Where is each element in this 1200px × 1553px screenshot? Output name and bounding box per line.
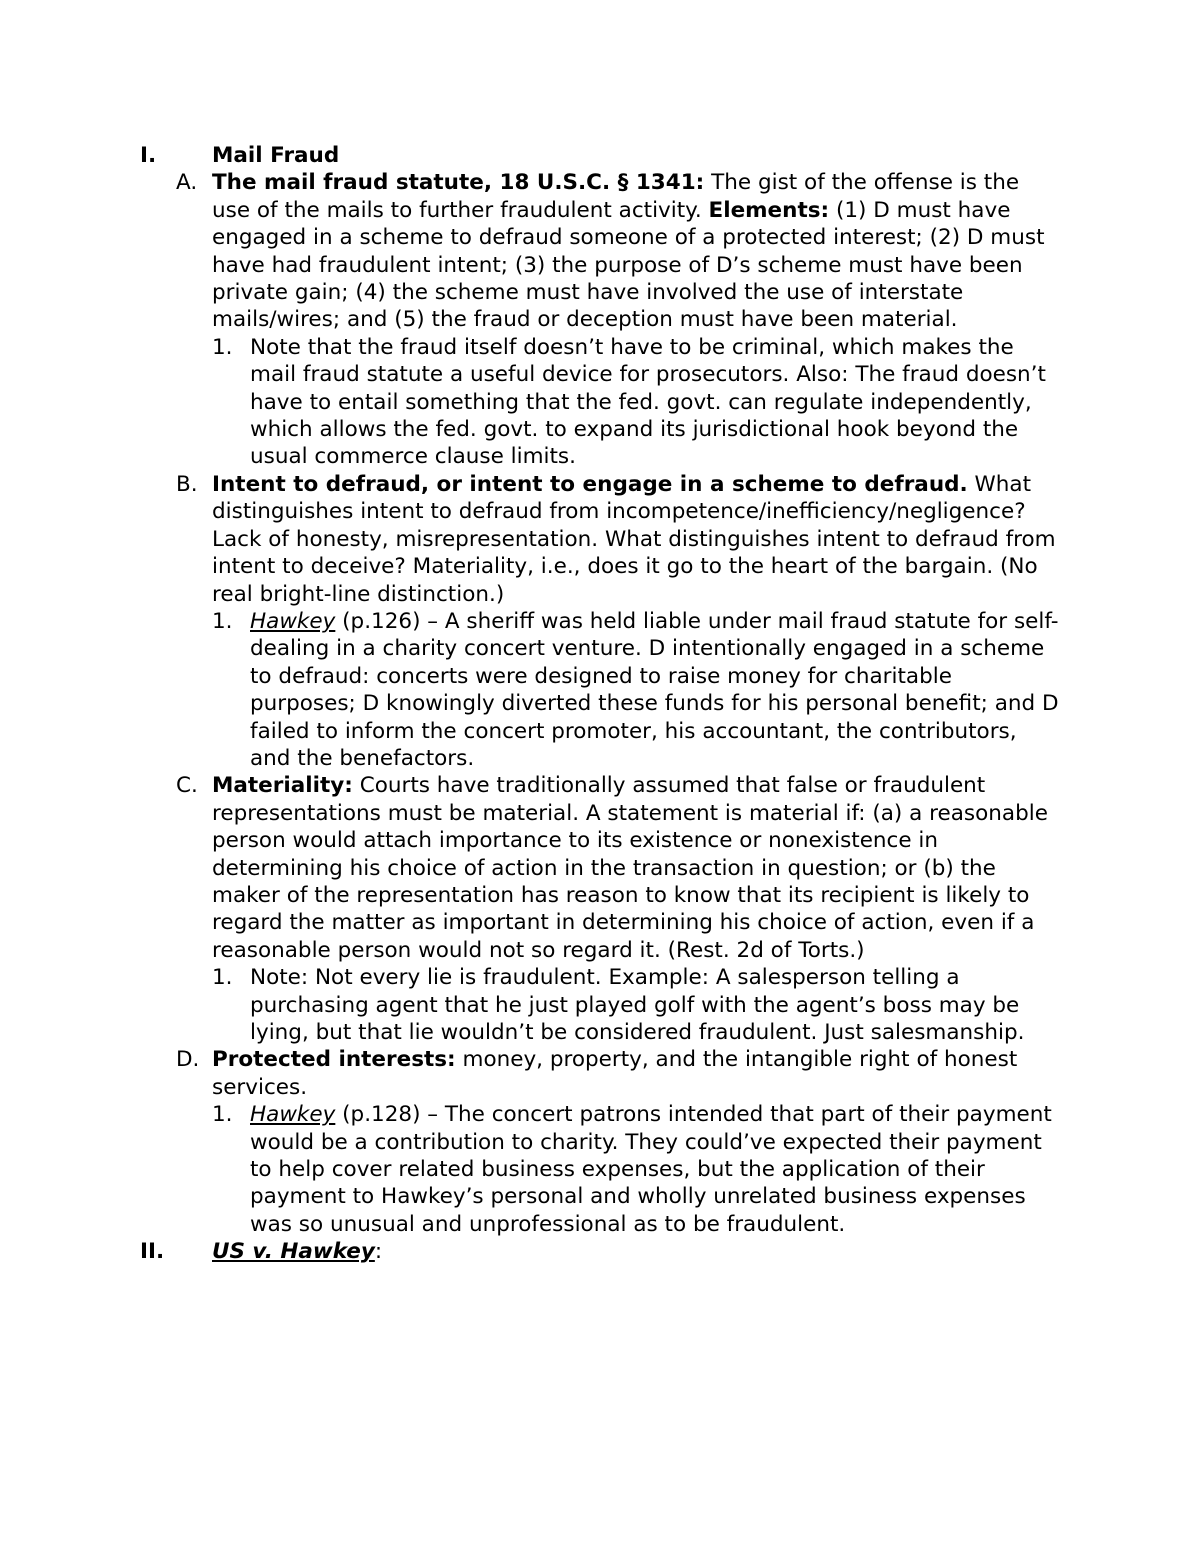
section-2-title: US v. Hawkey [212,1239,375,1265]
item-1a-1-text: Note that the fraud itself doesn’t have to be criminal, which makes the mail fraud statute a useful device for prosecutors. Also: The fraud doesn’t have to entail something that the fed. govt. can regulate independently, which allows the fed. govt. to expand its jurisdictional hook beyond the usual commerce clause limits. [250,334,1046,470]
item-1c-marker: C. [176,773,198,799]
item-1d-heading: Protected interests: [212,1047,456,1073]
item-1c-1-marker: 1. [212,965,233,991]
item-1b-text: What distinguishes intent to defraud from incompetence/inefficiency/negligence? Lack of honesty, misrepresentation. What distinguishes intent to defraud from intent to deceive? Materiality, i.e., does it go to the heart of the bargain. (No real bright-line distinction.) [212,471,1056,607]
section-2-suffix: : [374,1239,383,1265]
item-1a-1-marker: 1. [212,334,233,360]
item-1a-text2: (1) D must have engaged in a scheme to defraud someone of a protected interest; (2) D must have had fraudulent intent; (3) the purpose of D’s scheme must have been private gain; (4) the scheme must have involved the use of interstate mails/wires; and (5) the fraud or deception must have been material. [212,197,1045,333]
case-name-hawkey: Hawkey [250,608,336,634]
item-1b-1 [212,608,1060,772]
section-1 [140,142,1060,169]
item-1a-1 [212,334,1060,471]
item-1c [176,772,1060,964]
section-2 [140,1238,1060,1265]
item-1d-1-text: (p.128) – The concert patrons intended that part of their payment would be a contribution to charity. They could’ve expected their payment to help cover related business expenses, but the application of their payment to Hawkey’s personal and wholly unrelated business expenses was so unusual and unprofessional as to be fraudulent. [250,1102,1052,1237]
item-1c-text: Courts have traditionally assumed that false or fraudulent representations must be material. A statement is material if: (a) a reasonable person would attach importance to its existence or nonexistence in determining his choice of action in the transaction in question; or (b) the maker of the representation has reason to know that its recipient is likely to regard the matter as important in determining his choice of action, even if a reasonable person would not so regard it. (Rest. 2d of Torts.) [212,773,1048,963]
outline [140,142,1060,1266]
item-1d-marker: D. [176,1047,200,1073]
section-1-title: Mail Fraud [212,143,340,168]
item-1a-heading: The mail fraud statute, 18 U.S.C. § 1341: [212,170,705,196]
item-1d [176,1046,1060,1101]
item-1a-marker: A. [176,170,198,196]
item-1d-text: money, property, and the intangible right of honest services. [212,1047,1018,1100]
item-1a-elements-label: Elements: [708,197,830,223]
item-1b-1-marker: 1. [212,608,233,634]
item-1b [176,471,1060,608]
section-1-marker: I. [140,143,157,168]
item-1b-1-text: (p.126) – A sheriff was held liable under mail fraud statute for self-dealing in a charity concert venture. D intentionally engaged in a scheme to defraud: concerts were designed to raise money for charitable purposes; D knowingly diverted these funds for his personal benefit; and D failed to inform the concert promoter, his accountant, the contributors, and the benefactors. [250,608,1059,771]
item-1a-text1: The gist of the offense is the use of the mails to further fraudulent activity. [212,170,1020,223]
item-1c-1-text: Note: Not every lie is fraudulent. Example: A salesperson telling a purchasing agent that he just played golf with the agent’s boss may be lying, but that lie wouldn’t be considered fraudulent. Just salesmanship. [250,965,1025,1045]
item-1c-heading: Materiality: [212,773,353,799]
case-name-hawkey: Hawkey [250,1102,336,1128]
section-2-marker: II. [140,1239,165,1265]
item-1d-1 [212,1101,1060,1238]
item-1d-1-marker: 1. [212,1102,233,1128]
item-1a [176,169,1060,333]
item-1b-heading: Intent to defraud, or intent to engage in a scheme to defraud. [212,471,968,497]
item-1b-marker: B. [176,471,198,497]
item-1c-1 [212,964,1060,1046]
